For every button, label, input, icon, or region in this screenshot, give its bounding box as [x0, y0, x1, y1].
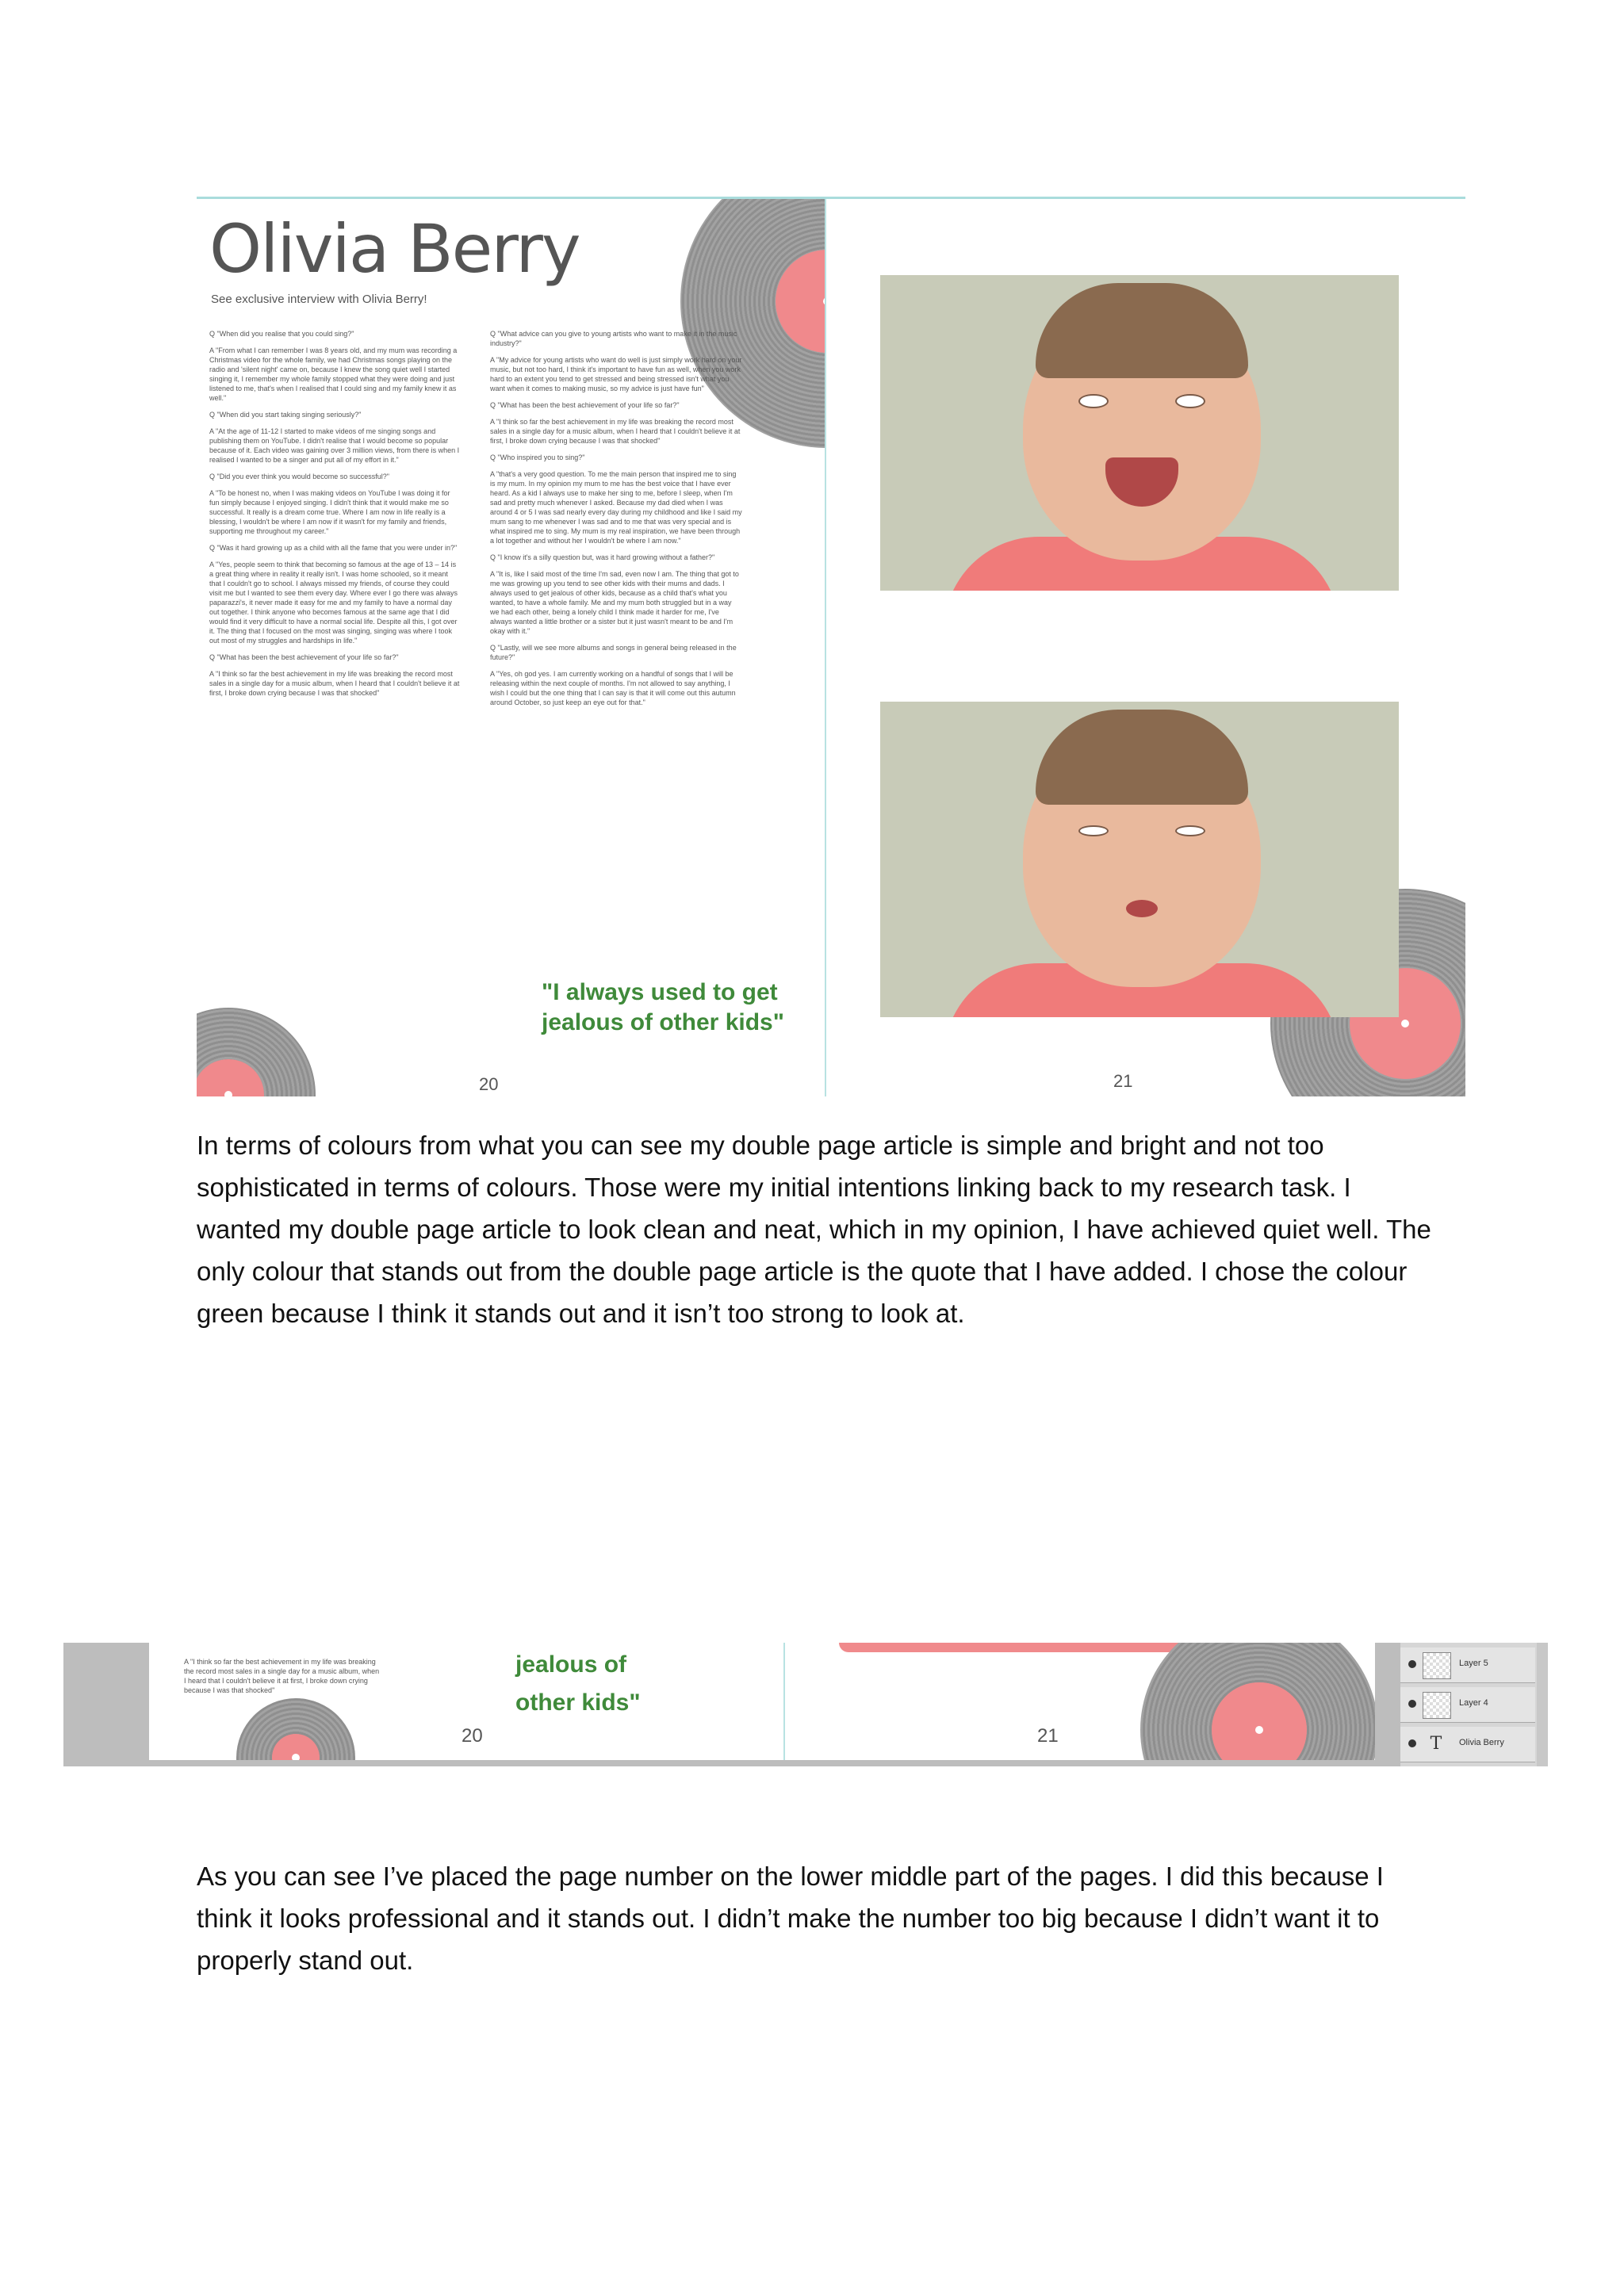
- layer-name: Olivia Berry: [1459, 1738, 1504, 1747]
- interview-column-right: [490, 329, 742, 714]
- interview-paragraph: A "From what I can remember I was 8 years old, and my mum was recording a Christmas video for the whole family, we had Christmas songs playing on the radio and 'silent night' came on, because I knew the song quiet well I started singing it, I remember my whole family stopped what they were doing and just listened to me, that's when I realised that I could sing and my family knew it as well.": [209, 346, 458, 402]
- visibility-eye-icon[interactable]: [1408, 1660, 1416, 1668]
- interview-paragraph: Q "What advice can you give to young artists who want to make it in the music industry?": [490, 330, 737, 347]
- layer-row-layer4[interactable]: [1400, 1687, 1535, 1723]
- interview-paragraph: Q "I know it's a silly question but, was it hard growing without a father?": [490, 553, 715, 561]
- interview-paragraph: Q "Was it hard growing up as a child with all the fame that you were under in?": [209, 544, 458, 552]
- interview-column-left: [209, 329, 462, 705]
- interview-paragraph: A "It is, like I said most of the time I'm sad, even now I am. The thing that got to me was growing up you tend to see other kids with their mums and dads. I always used to get jealous of other kids, because as a child that's what you wanted, to have a whole family. Me and my mum both struggled but in a way we had each other, being a lonely child I think made it harder for me, I've always wanted a little brother or a sister but it just wasn't meant to be and I'm okay with it.": [490, 570, 739, 635]
- interview-paragraph: Q "Did you ever think you would become so successful?": [209, 473, 389, 480]
- left-page: [197, 199, 825, 1096]
- interview-paragraph: A "Yes, people seem to think that becoming so famous at the age of 13 – 14 is a great thing where in reality it really isn't. I was home schooled, so it meant that I couldn't go to school. I always missed my friends, of course they could visit me but I wanted to see them every day. Where ever I go there was always paparazzi's, it never made it easy for me and my family to have a normal day out together. I think anyone who becomes famous at the same age that I did would find it very difficult to have a normal social life. Despite all this, I got over it. The thing that I focused on the most was singing, singing was where I took out most of my struggles and hardships in life.": [209, 561, 458, 645]
- visibility-eye-icon[interactable]: [1408, 1739, 1416, 1747]
- vinyl-record-icon: [1140, 1643, 1375, 1760]
- vinyl-record-icon: [236, 1698, 355, 1760]
- layer-row-text[interactable]: [1400, 1727, 1535, 1762]
- interview-paragraph: A "At the age of 11-12 I started to make videos of me singing songs and publishing them on YouTube. I didn't realise that I would become so popular because of it. Each video was gaining over 3 million views, from there is when I realised I wanted to be a singer and put all of my effort in it.": [209, 427, 460, 464]
- layer-thumbnail: [1423, 1692, 1451, 1719]
- layer-name: Layer 4: [1459, 1698, 1488, 1708]
- layer-name: Layer 5: [1459, 1659, 1488, 1668]
- magazine-spread-image: [197, 197, 1465, 1096]
- layers-panel: [1400, 1643, 1548, 1766]
- page-number-left: 20: [479, 1074, 499, 1094]
- page-number-left: 20: [462, 1725, 483, 1747]
- interview-paragraph: Q "Lastly, will we see more albums and songs in general being released in the future?": [490, 644, 737, 661]
- interview-paragraph: Q "When did you start taking singing seriously?": [209, 411, 362, 419]
- right-page: [825, 199, 1465, 1096]
- commentary-paragraph-colours: In terms of colours from what you can see my double page article is simple and bright and not too sophisticated in terms of colours. Those were my initial intentions linking back to my research task. I wanted my double page article to look clean and neat, which in my opinion, I have achieved quiet well. The only colour that stands out from the double page article is the quote that I have added. I chose the colour green because I think it stands out and it isn’t too strong to look at.: [197, 1131, 1431, 1328]
- interview-paragraph: A "I think so far the best achievement in my life was breaking the record most sales in a single day for a music album, when I heard that I couldn't believe it at first, I broke down crying because I was that shocked": [490, 418, 741, 445]
- article-subtitle: See exclusive interview with Olivia Berry!: [211, 293, 427, 306]
- photo-pouting: [880, 702, 1399, 1017]
- layer-row-layer5[interactable]: [1400, 1647, 1535, 1683]
- interview-paragraph: A "To be honest no, when I was making videos on YouTube I was doing it for fun simply because I enjoyed singing. I didn't think that it would make me so successful. It really is a dream come true. Where I am now in life really is a blessing, I wouldn't be where I am now if it wasn't for my family and friends, supporting me throughout my career.": [209, 489, 450, 535]
- canvas-crop: [149, 1643, 1375, 1760]
- pull-quote: "I always used to get jealous of other kids": [542, 979, 784, 1035]
- interview-paragraph: Q "What has been the best achievement of your life so far?": [490, 401, 680, 409]
- layers-scrollbar[interactable]: [1537, 1643, 1548, 1766]
- software-screenshot-strip: [63, 1643, 1548, 1766]
- page-number-right: 21: [1037, 1725, 1059, 1747]
- pull-quote-fragment: jealous of other kids": [515, 1651, 641, 1716]
- visibility-eye-icon[interactable]: [1408, 1700, 1416, 1708]
- interview-fragment: A "I think so far the best achievement in my life was breaking the record most sales in a single day for a music album, when I heard that I couldn't believe it at first, I broke down crying because I was that shocked": [184, 1658, 380, 1694]
- interview-paragraph: Q "Who inspired you to sing?": [490, 453, 585, 461]
- interview-paragraph: A "Yes, oh god yes. I am currently working on a handful of songs that I will be releasing within the next couple of months. I'm not allowed to say anything, I wish I could but the one thing that I can say is that it will come out this autumn around October, so just keep an eye out for that.": [490, 670, 736, 706]
- text-layer-icon: T: [1430, 1734, 1442, 1754]
- interview-paragraph: A "I think so far the best achievement in my life was breaking the record most sales in a single day for a music album, when I heard that I couldn't believe it at first, I broke down crying because I was that shocked": [209, 670, 460, 697]
- interview-paragraph: A "My advice for young artists who want do well is just simply work hard on your music, but not too hard, I think it's important to have fun as well, when you work hard to an extent you tend to get stressed and being stressed isn't what you want when it comes to making music, so my advice is just have fun": [490, 356, 742, 392]
- layer-thumbnail: [1423, 1652, 1451, 1679]
- photo-excited: [880, 275, 1399, 591]
- vinyl-record-icon: [197, 1008, 316, 1096]
- interview-paragraph: A "that's a very good question. To me the main person that inspired me to sing is my mum. In my opinion my mum to me has the best voice that I have ever heard. As a kid I always use to make her sing to me, before I sleep, when I'm sad and pretty much whenever I asked. Because my dad died when I was around 4 or 5 I was sad nearly every day during my childhood and like I said my mum sang to me whenever I was sad and to me that was very special and is what inspired me to sing. My mum is my real inspiration, we have been through a lot together and without her I wouldn't be where I am now.": [490, 470, 742, 545]
- article-title: Olivia Berry: [209, 210, 580, 288]
- interview-paragraph: Q "When did you realise that you could sing?": [209, 330, 354, 338]
- page-number-right: 21: [1113, 1071, 1133, 1091]
- interview-paragraph: Q "What has been the best achievement of your life so far?": [209, 653, 399, 661]
- commentary-paragraph-page-number: As you can see I’ve placed the page number on the lower middle part of the pages. I did this because I think it looks professional and it stands out. I didn’t make the number too big because I didn’t want it to properly stand out.: [197, 1862, 1384, 1975]
